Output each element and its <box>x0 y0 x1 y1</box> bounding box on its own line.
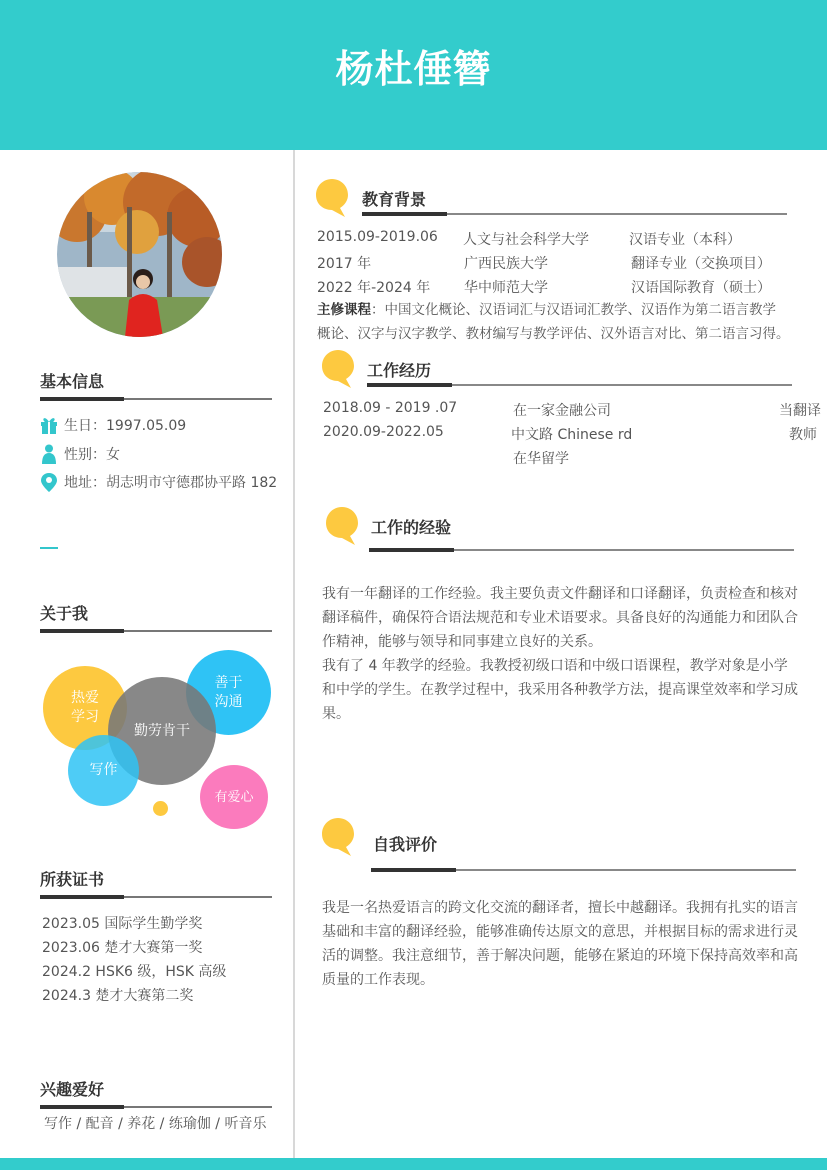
section-bar <box>40 895 124 899</box>
bubble-kind <box>200 765 268 829</box>
speech-bubble-icon <box>316 179 348 217</box>
bubble-writing <box>68 735 139 806</box>
decor-dash <box>40 547 58 549</box>
address-text: 地址：胡志明市守德郡协平路 182 <box>64 475 278 491</box>
gender-row <box>40 444 120 464</box>
speech-bubble-icon <box>322 818 354 856</box>
section-bar <box>40 397 124 401</box>
work-date: 2020.09-2022.05 <box>323 424 444 440</box>
birthday-row <box>40 415 186 435</box>
location-pin-icon <box>40 472 58 492</box>
work-extra: 在华留学 <box>513 451 569 467</box>
section-bar <box>362 212 447 216</box>
about-title: 关于我 <box>40 604 89 623</box>
hobby-title: 兴趣爱好 <box>40 1080 105 1099</box>
column-divider <box>293 150 295 1158</box>
work-role: 当翻译 <box>779 403 821 419</box>
section-bar <box>371 868 456 872</box>
edu-date: 2022 年-2024 年 <box>317 280 431 296</box>
footer-bar <box>0 1158 827 1170</box>
edu-school: 华中师范大学 <box>464 280 548 296</box>
work-role: 教师 <box>789 427 817 443</box>
courses-line2: 概论、汉字与汉字教学、教材编写与教学评估、汉外语言对比、第二语言习得。 <box>317 326 790 342</box>
hobby-list: 写作 / 配音 / 养花 / 练瑜伽 / 听音乐 <box>44 1116 267 1132</box>
gender-text: 性别：女 <box>64 447 120 463</box>
work-company: 在一家金融公司 <box>513 403 611 419</box>
edu-date: 2015.09-2019.06 <box>317 229 438 245</box>
basic-info-title: 基本信息 <box>40 372 105 391</box>
work-date: 2018.09 - 2019 .07 <box>323 400 458 416</box>
cert-item: 2024.3 楚才大赛第二奖 <box>42 988 194 1004</box>
profile-photo <box>57 172 222 337</box>
bubble-diligent-label: 勤劳肯干 <box>134 722 190 739</box>
self-eval-title: 自我评价 <box>373 835 438 854</box>
section-bar <box>40 629 124 633</box>
speech-bubble-icon <box>322 350 354 388</box>
cert-item: 2024.2 HSK6 级，HSK 高级 <box>42 964 227 980</box>
bubble-writing-label: 写作 <box>89 762 118 778</box>
work-exp-title: 工作的经验 <box>371 518 452 537</box>
bubble-study-label: 热爱学习 <box>71 690 99 725</box>
cert-header <box>40 870 272 890</box>
courses-paragraph <box>317 298 797 346</box>
gift-icon <box>40 415 58 435</box>
work-exp-paragraph-2: 我有了 4 年教学的经验。我教授初级口语和中级口语课程，教学对象是小学和中学的学生。在教学过程中，我采用各种教学方法，提高课堂效率和学习成果。 <box>322 658 798 722</box>
courses-label: 主修课程 <box>317 302 371 318</box>
edu-school: 广西民族大学 <box>464 256 548 272</box>
cert-item: 2023.06 楚才大赛第一奖 <box>42 940 203 956</box>
courses-line1: ：中国文化概论、汉语词汇与汉语词汇教学、汉语作为第二语言教学 <box>371 302 776 318</box>
self-eval-paragraph: 我是一名热爱语言的跨文化交流的翻译者，擅长中越翻译。我拥有扎实的语言基础和丰富的翻译经验，能够准确传达原文的意思，并根据目标的需求进行灵活的调整。我注意细节，善于解决问题，能够在紧迫的环境下保持高效率和高质量的工作表现。 <box>322 900 798 988</box>
work-history-title: 工作经历 <box>367 361 432 380</box>
edu-school: 人文与社会科学大学 <box>463 232 589 248</box>
bubble-dot <box>153 801 168 816</box>
bubble-kind-label: 有爱心 <box>214 789 254 805</box>
education-title: 教育背景 <box>362 190 427 209</box>
basic-info-header <box>40 372 272 392</box>
section-bar <box>40 1105 124 1109</box>
edu-major: 汉语国际教育（硕士） <box>631 280 771 296</box>
cert-title: 所获证书 <box>40 870 105 889</box>
work-exp-paragraph-1: 我有一年翻译的工作经验。我主要负责文件翻译和口译翻译，负责检查和核对翻译稿件，确保符合语法规范和专业术语要求。具备良好的沟通能力和团队合作精神，能够与领导和同事建立良好的关系。 <box>322 586 798 650</box>
edu-major: 翻译专业（交换项目） <box>631 256 771 272</box>
hobby-header <box>40 1080 272 1100</box>
birthday-text: 生日：1997.05.09 <box>64 418 187 434</box>
cert-item: 2023.05 国际学生勤学奖 <box>42 916 203 932</box>
person-icon <box>40 444 58 464</box>
bubble-communicate-label: 善于沟通 <box>214 674 243 710</box>
section-bar <box>369 548 454 552</box>
work-company: 中文路 Chinese rd <box>511 427 633 443</box>
address-row <box>40 472 277 492</box>
edu-major: 汉语专业（本科） <box>629 232 741 248</box>
about-header <box>40 604 272 624</box>
edu-date: 2017 年 <box>317 256 372 272</box>
speech-bubble-icon <box>326 507 358 545</box>
resume-name: 杨杜倕簪 <box>335 47 492 91</box>
section-bar <box>367 383 452 387</box>
